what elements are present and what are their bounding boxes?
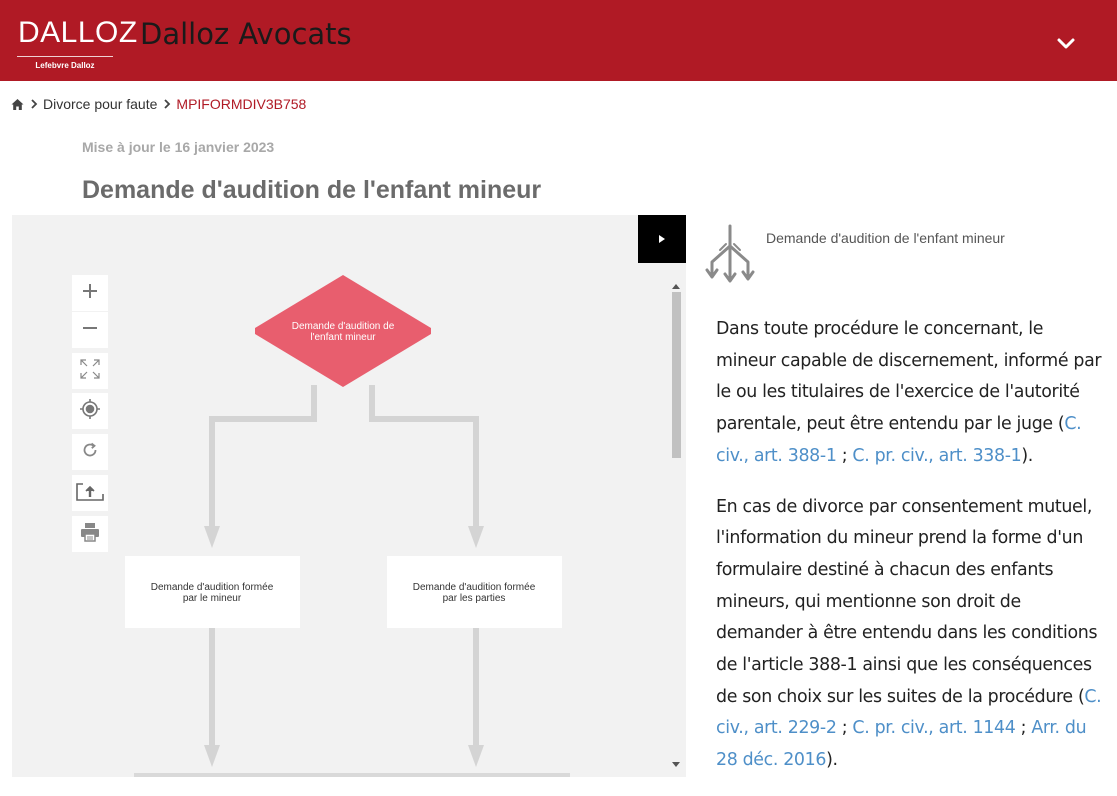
paragraph-1-end: ). xyxy=(1021,445,1033,466)
fit-screen-button[interactable] xyxy=(72,353,108,389)
paragraph-1-separator: ; xyxy=(836,445,853,466)
print-button[interactable] xyxy=(72,516,108,552)
page-title: Demande d'audition de l'enfant mineur xyxy=(82,176,542,204)
breadcrumb xyxy=(11,95,306,113)
paragraph-1-text: Dans toute procédure le concernant, le mineur capable de discernement, informé par le ou les titulaires de l'exercice de l'autorité parentale, peut être entendu par le juge ( xyxy=(716,319,1102,435)
expand-icon xyxy=(79,358,101,385)
chevron-down-icon[interactable] xyxy=(1052,30,1080,58)
flowchart-canvas xyxy=(12,215,670,777)
chevron-right-icon xyxy=(30,96,38,112)
logo-wordmark: DALLOZ xyxy=(18,16,138,49)
link-c-pr-civ-1144[interactable]: C. pr. civ., art. 1144 xyxy=(852,718,1016,739)
flow-node-root-line1: Demande d'audition de xyxy=(291,321,395,332)
flow-node-root[interactable] xyxy=(255,275,431,387)
home-icon[interactable] xyxy=(11,98,24,111)
flow-next-node-edge xyxy=(134,773,570,777)
reset-button[interactable] xyxy=(72,434,108,470)
printer-icon xyxy=(79,521,101,548)
paragraph-2-text: En cas de divorce par consentement mutuel, l'information du mineur prend la forme d'un formulaire destiné à chacun des enfants mineurs, qui mentionne son droit de demander à être entendu dans les conditions de l'article 388-1 ainsi que les conséquences de son choix sur les suites de la procédure ( xyxy=(716,496,1098,707)
scrollbar-thumb[interactable] xyxy=(672,292,681,458)
app-header xyxy=(0,0,1117,81)
panel-toggle-button[interactable] xyxy=(638,215,686,263)
crosshair-icon xyxy=(79,398,101,425)
paragraph-2 xyxy=(716,492,1106,777)
document-body xyxy=(716,314,1106,796)
split-arrows-icon xyxy=(702,224,762,291)
update-date: Mise à jour le 16 janvier 2023 xyxy=(82,139,275,155)
flow-node-mineur-line2: par le mineur xyxy=(182,593,242,604)
dalloz-logo[interactable] xyxy=(17,14,138,76)
chevron-right-icon xyxy=(163,96,171,112)
flow-node-parties-line1: Demande d'audition formée xyxy=(412,582,536,593)
plus-icon xyxy=(82,283,98,304)
diagram-title: Demande d'audition de l'enfant mineur xyxy=(766,230,1005,246)
export-button[interactable] xyxy=(72,475,108,511)
flow-node-root-line2: l'enfant mineur xyxy=(310,332,376,343)
breadcrumb-item-divorce[interactable]: Divorce pour faute xyxy=(43,96,158,112)
flow-node-mineur-line1: Demande d'audition formée xyxy=(150,582,274,593)
paragraph-2-separator-2: ; xyxy=(1015,718,1032,739)
refresh-icon xyxy=(81,441,99,464)
link-arr-28-dec-2016[interactable]: Arr. du 28 déc. 2016 xyxy=(716,718,1087,771)
logo-divider xyxy=(17,56,113,57)
link-c-civ-229-2[interactable]: C. civ., art. 229-2 xyxy=(716,686,1102,739)
flow-node-parties[interactable] xyxy=(387,556,562,628)
center-button[interactable] xyxy=(72,393,108,429)
minus-icon xyxy=(82,320,98,341)
link-c-pr-civ-338-1[interactable]: C. pr. civ., art. 338-1 xyxy=(852,445,1022,466)
logo-subtitle: Lefebvre Dalloz xyxy=(35,61,95,70)
paragraph-2-end: ). xyxy=(826,750,838,771)
link-c-civ-388-1[interactable]: C. civ., art. 388-1 xyxy=(716,414,1082,466)
zoom-in-button[interactable] xyxy=(72,275,108,311)
breadcrumb-current: MPIFORMDIV3B758 xyxy=(176,96,307,112)
upload-icon xyxy=(75,480,105,507)
paragraph-1 xyxy=(716,314,1106,473)
flow-node-mineur[interactable] xyxy=(125,556,300,628)
zoom-out-button[interactable] xyxy=(72,312,108,348)
paragraph-2-separator-1: ; xyxy=(836,718,853,739)
app-title: Dalloz Avocats xyxy=(140,17,352,51)
flow-node-parties-line2: par les parties xyxy=(442,593,506,604)
